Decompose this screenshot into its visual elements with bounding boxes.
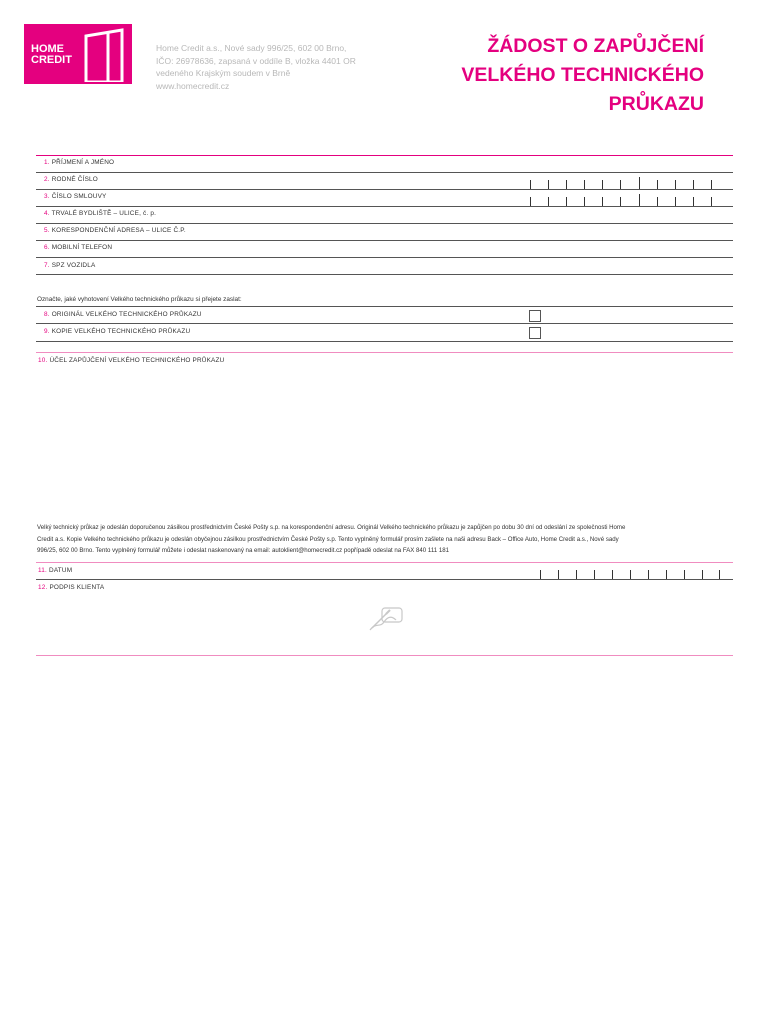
company-info: Home Credit a.s., Nové sady 996/25, 602 00 Brno, IČO: 26978636, zapsaná v oddíle B, vložka 4401 OR vedeného Krajským soudem v Brně www.homecredit.cz xyxy=(156,43,356,91)
pen-signature-icon[interactable] xyxy=(366,602,406,639)
field-surname-name[interactable]: 1. PŘÍJMENÍ A JMÉNO xyxy=(44,159,115,166)
info-paragraph: Velký technický průkaz je odeslán doporučenou zásilkou prostřednictvím České Pošty s.p. na korespondenční adresu. Originál Velkého technického průkazu je zapůjčen po dobu 30 dní od odeslání ze společnosti Home Credit a.s. Kopie Velkého technického průkazu je odeslán obyčejnou zásilkou prostřednictvím České Pošty s.p. Tento vyplněný formulář prosím zašlete na naši adresu Back – Office Auto, Home Credit a.s., Nové sady 996/25, 602 00 Brno. Tento vyplněný formulář můžete i odeslat naskenovaný na email: autoklient@homecredit.cz popřípadě odeslat na FAX 840 111 181 xyxy=(37,524,626,554)
field-mobile-phone[interactable]: 6. MOBILNÍ TELEFON xyxy=(44,244,113,251)
form-title: ŽÁDOST O ZAPŮJČENÍ VELKÉHO TECHNICKÉHO PRŮKAZU xyxy=(461,35,704,115)
birth-number-boxes[interactable] xyxy=(520,180,720,189)
field-correspondence-address[interactable]: 5. KORESPONDENČNÍ ADRESA – ULICE Č.P. xyxy=(44,227,186,234)
home-credit-logo xyxy=(24,24,132,84)
option-original: 8. ORIGINÁL VELKÉHO TECHNICKÉHO PRŮKAZU xyxy=(44,311,202,318)
logo-building-icon xyxy=(82,28,128,82)
field-divider xyxy=(36,341,733,342)
field-permanent-address[interactable]: 4. TRVALÉ BYDLIŠTĚ – ULICE, č. p. xyxy=(44,210,157,217)
contract-number-boxes[interactable] xyxy=(520,197,720,206)
header-divider xyxy=(36,155,733,156)
option-copy: 9. KOPIE VELKÉHO TECHNICKÉHO PRŮKAZU xyxy=(44,328,191,335)
field-birth-number[interactable]: 2. RODNÉ ČÍSLO xyxy=(44,176,98,183)
selection-note: Označte, jaké vyhotovení Velkého technického průkazu si přejete zaslat: xyxy=(37,296,242,303)
date-divider xyxy=(36,562,733,563)
field-divider xyxy=(36,240,733,241)
copy-checkbox[interactable] xyxy=(529,327,541,339)
original-checkbox[interactable] xyxy=(529,310,541,322)
field-divider xyxy=(36,189,733,190)
field-divider xyxy=(36,172,733,173)
footer-divider xyxy=(36,655,733,656)
purpose-divider xyxy=(36,352,733,353)
field-divider xyxy=(36,306,733,307)
field-contract-number[interactable]: 3. ČÍSLO SMLOUVY xyxy=(44,193,107,200)
field-date[interactable]: 11. DATUM xyxy=(38,567,73,574)
field-divider xyxy=(36,257,733,258)
date-boxes[interactable] xyxy=(530,570,720,579)
field-divider xyxy=(36,579,733,580)
field-loan-purpose[interactable]: 10. ÚČEL ZAPŮJČENÍ VELKÉHO TECHNICKÉHO PRŮKAZU xyxy=(38,357,225,364)
field-divider xyxy=(36,206,733,207)
field-divider xyxy=(36,323,733,324)
field-divider xyxy=(36,223,733,224)
field-vehicle-plate[interactable]: 7. SPZ VOZIDLA xyxy=(44,262,96,269)
field-divider xyxy=(36,274,733,275)
logo-text: HOME CREDIT xyxy=(31,43,72,66)
field-client-signature[interactable]: 12. PODPIS KLIENTA xyxy=(38,584,105,591)
